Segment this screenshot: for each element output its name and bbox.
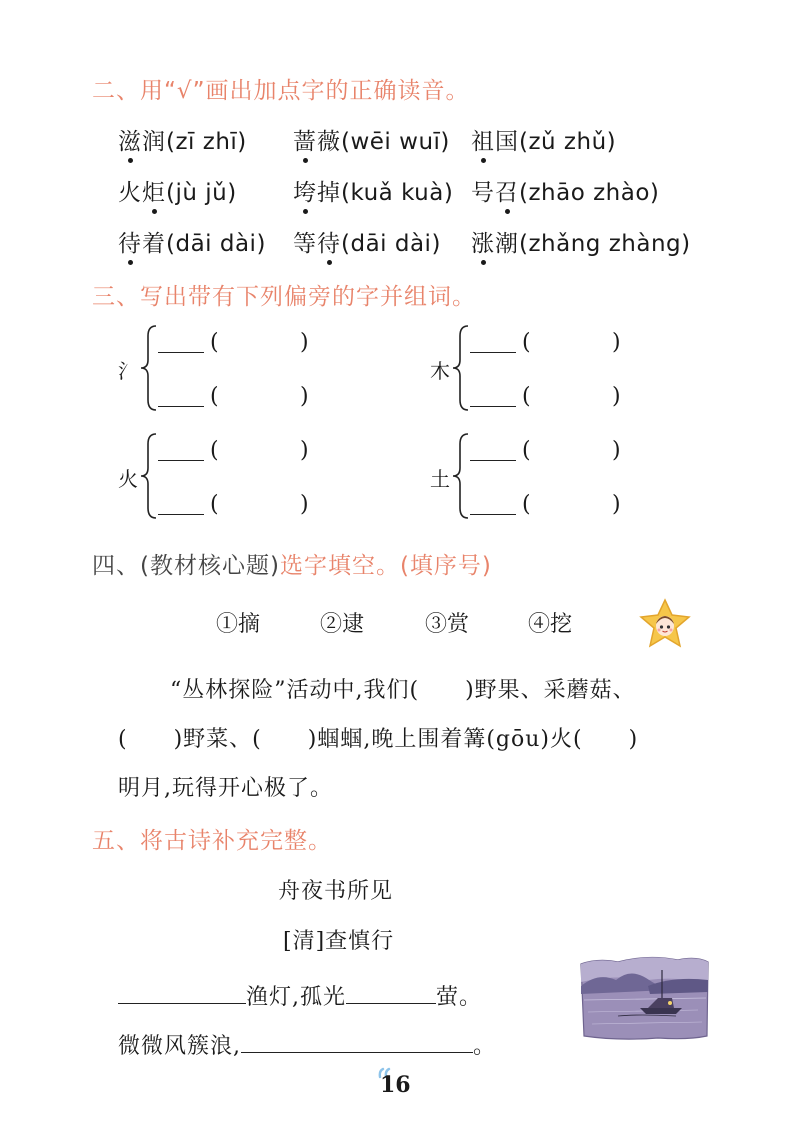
pinyin-item	[471, 174, 659, 207]
answer-blank[interactable]	[470, 460, 516, 461]
section2-title: 二、用“√”画出加点字的正确读音。	[92, 78, 470, 104]
pinyin-item	[293, 123, 450, 156]
paren-open: (	[210, 492, 219, 517]
poem-author: [清]查慎行	[283, 929, 395, 954]
poem-blank-2[interactable]	[346, 983, 436, 1004]
brace-icon	[450, 430, 472, 522]
poem-blank-3[interactable]	[241, 1032, 473, 1053]
brace-icon	[138, 322, 160, 414]
word-character: 润	[142, 129, 166, 155]
pinyin-item	[293, 225, 441, 258]
dotted-character: 召	[495, 174, 519, 207]
answer-blank[interactable]	[470, 406, 516, 407]
radical-group	[118, 430, 318, 522]
poem-line-1-text-a: 渔灯,孤光	[246, 985, 346, 1010]
pinyin-item	[471, 123, 616, 156]
answer-blank[interactable]	[158, 406, 204, 407]
answer-blank[interactable]	[158, 352, 204, 353]
radical-group	[430, 430, 630, 522]
poem-title: 舟夜书所见	[278, 879, 394, 904]
dotted-character: 垮	[293, 174, 317, 207]
word-answer-slot[interactable]	[534, 332, 608, 356]
pinyin-choices[interactable]: (zhāo zhào)	[519, 180, 660, 206]
poem-line-1	[118, 980, 482, 1011]
answer-blank[interactable]	[470, 352, 516, 353]
dotted-character: 待	[118, 225, 142, 258]
word-character: 薇	[317, 129, 341, 155]
paren-open: (	[210, 384, 219, 409]
paren-open: (	[210, 438, 219, 463]
radical-label: 土	[430, 467, 450, 491]
pinyin-item	[118, 225, 266, 258]
word-answer-slot[interactable]	[222, 494, 296, 518]
poem-line-1-text-b: 萤。	[436, 985, 483, 1010]
dotted-character: 蔷	[293, 123, 317, 156]
word-answer-slot[interactable]	[534, 494, 608, 518]
radical-group	[430, 322, 630, 414]
word-answer-slot[interactable]	[222, 386, 296, 410]
paren-close: )	[300, 438, 309, 463]
poem-line-2-text-a: 微微风簇浪,	[118, 1034, 241, 1059]
fill-paragraph-line-2: ( )野菜、( )蝈蝈,晚上围着篝(gōu)火( )	[118, 727, 639, 752]
star-mascot-icon	[638, 598, 692, 650]
pinyin-choices[interactable]: (kuǎ kuà)	[341, 180, 454, 206]
radical-label: 氵	[118, 359, 138, 383]
pinyin-choices[interactable]: (zī zhī)	[166, 129, 247, 155]
section3-title: 三、写出带有下列偏旁的字并组词。	[92, 284, 476, 310]
pinyin-choices[interactable]: (dāi dài)	[166, 231, 266, 257]
word-character: 国	[495, 129, 519, 155]
fill-paragraph-line-3: 明月,玩得开心极了。	[118, 776, 333, 801]
word-character: 潮	[495, 231, 519, 257]
word-answer-slot[interactable]	[222, 332, 296, 356]
brace-icon	[138, 430, 160, 522]
paren-close: )	[300, 492, 309, 517]
page-number: 16	[380, 1072, 411, 1098]
paren-open: (	[210, 330, 219, 355]
paren-close: )	[612, 384, 621, 409]
word-character: 着	[142, 231, 166, 257]
paren-close: )	[612, 330, 621, 355]
pinyin-choices[interactable]: (wēi wuī)	[341, 129, 450, 155]
pinyin-choices[interactable]: (zhǎng zhàng)	[519, 231, 691, 257]
word-answer-slot[interactable]	[222, 440, 296, 464]
paren-close: )	[612, 492, 621, 517]
paren-open: (	[522, 384, 531, 409]
pinyin-choices[interactable]: (dāi dài)	[341, 231, 441, 257]
section5-title: 五、将古诗补充完整。	[92, 828, 332, 854]
dotted-character: 祖	[471, 123, 495, 156]
option-1: ①摘	[216, 612, 261, 637]
dotted-character: 滋	[118, 123, 142, 156]
option-3: ③赏	[425, 612, 470, 637]
pinyin-item	[293, 174, 453, 207]
radical-label: 火	[118, 467, 138, 491]
poem-line-2	[118, 1029, 496, 1060]
paren-open: (	[522, 330, 531, 355]
word-answer-slot[interactable]	[534, 440, 608, 464]
brace-icon	[450, 322, 472, 414]
word-answer-slot[interactable]	[534, 386, 608, 410]
answer-blank[interactable]	[158, 460, 204, 461]
answer-blank[interactable]	[158, 514, 204, 515]
paren-close: )	[612, 438, 621, 463]
section4-title	[92, 547, 492, 580]
word-character: 火	[118, 180, 142, 206]
word-character: 等	[293, 231, 317, 257]
paren-close: )	[300, 330, 309, 355]
fill-paragraph-line-1: “丛林探险”活动中,我们( )野果、采蘑菇、	[170, 678, 636, 703]
pinyin-item	[118, 174, 237, 207]
option-4: ④挖	[528, 612, 573, 637]
poem-line-2-text-b: 。	[473, 1034, 497, 1059]
section4-tag: 四、(教材核心题)	[92, 553, 280, 579]
pinyin-item	[118, 123, 247, 156]
section4-instruction: 选字填空。(填序号)	[279, 553, 492, 579]
pinyin-item	[471, 225, 691, 258]
word-character: 掉	[317, 180, 341, 206]
paren-open: (	[522, 438, 531, 463]
dotted-character: 炬	[142, 174, 166, 207]
word-character: 号	[471, 180, 495, 206]
dotted-character: 涨	[471, 225, 495, 258]
radical-label: 木	[430, 359, 450, 383]
pinyin-choices[interactable]: (zǔ zhǔ)	[519, 129, 617, 155]
poem-blank-1[interactable]	[118, 983, 246, 1004]
dotted-character: 待	[317, 225, 341, 258]
paren-close: )	[300, 384, 309, 409]
pinyin-choices[interactable]: (jù jǔ)	[166, 180, 237, 206]
option-2: ②逮	[320, 612, 365, 637]
answer-blank[interactable]	[470, 514, 516, 515]
night-boat-illustration	[578, 950, 710, 1042]
paren-open: (	[522, 492, 531, 517]
radical-group	[118, 322, 318, 414]
